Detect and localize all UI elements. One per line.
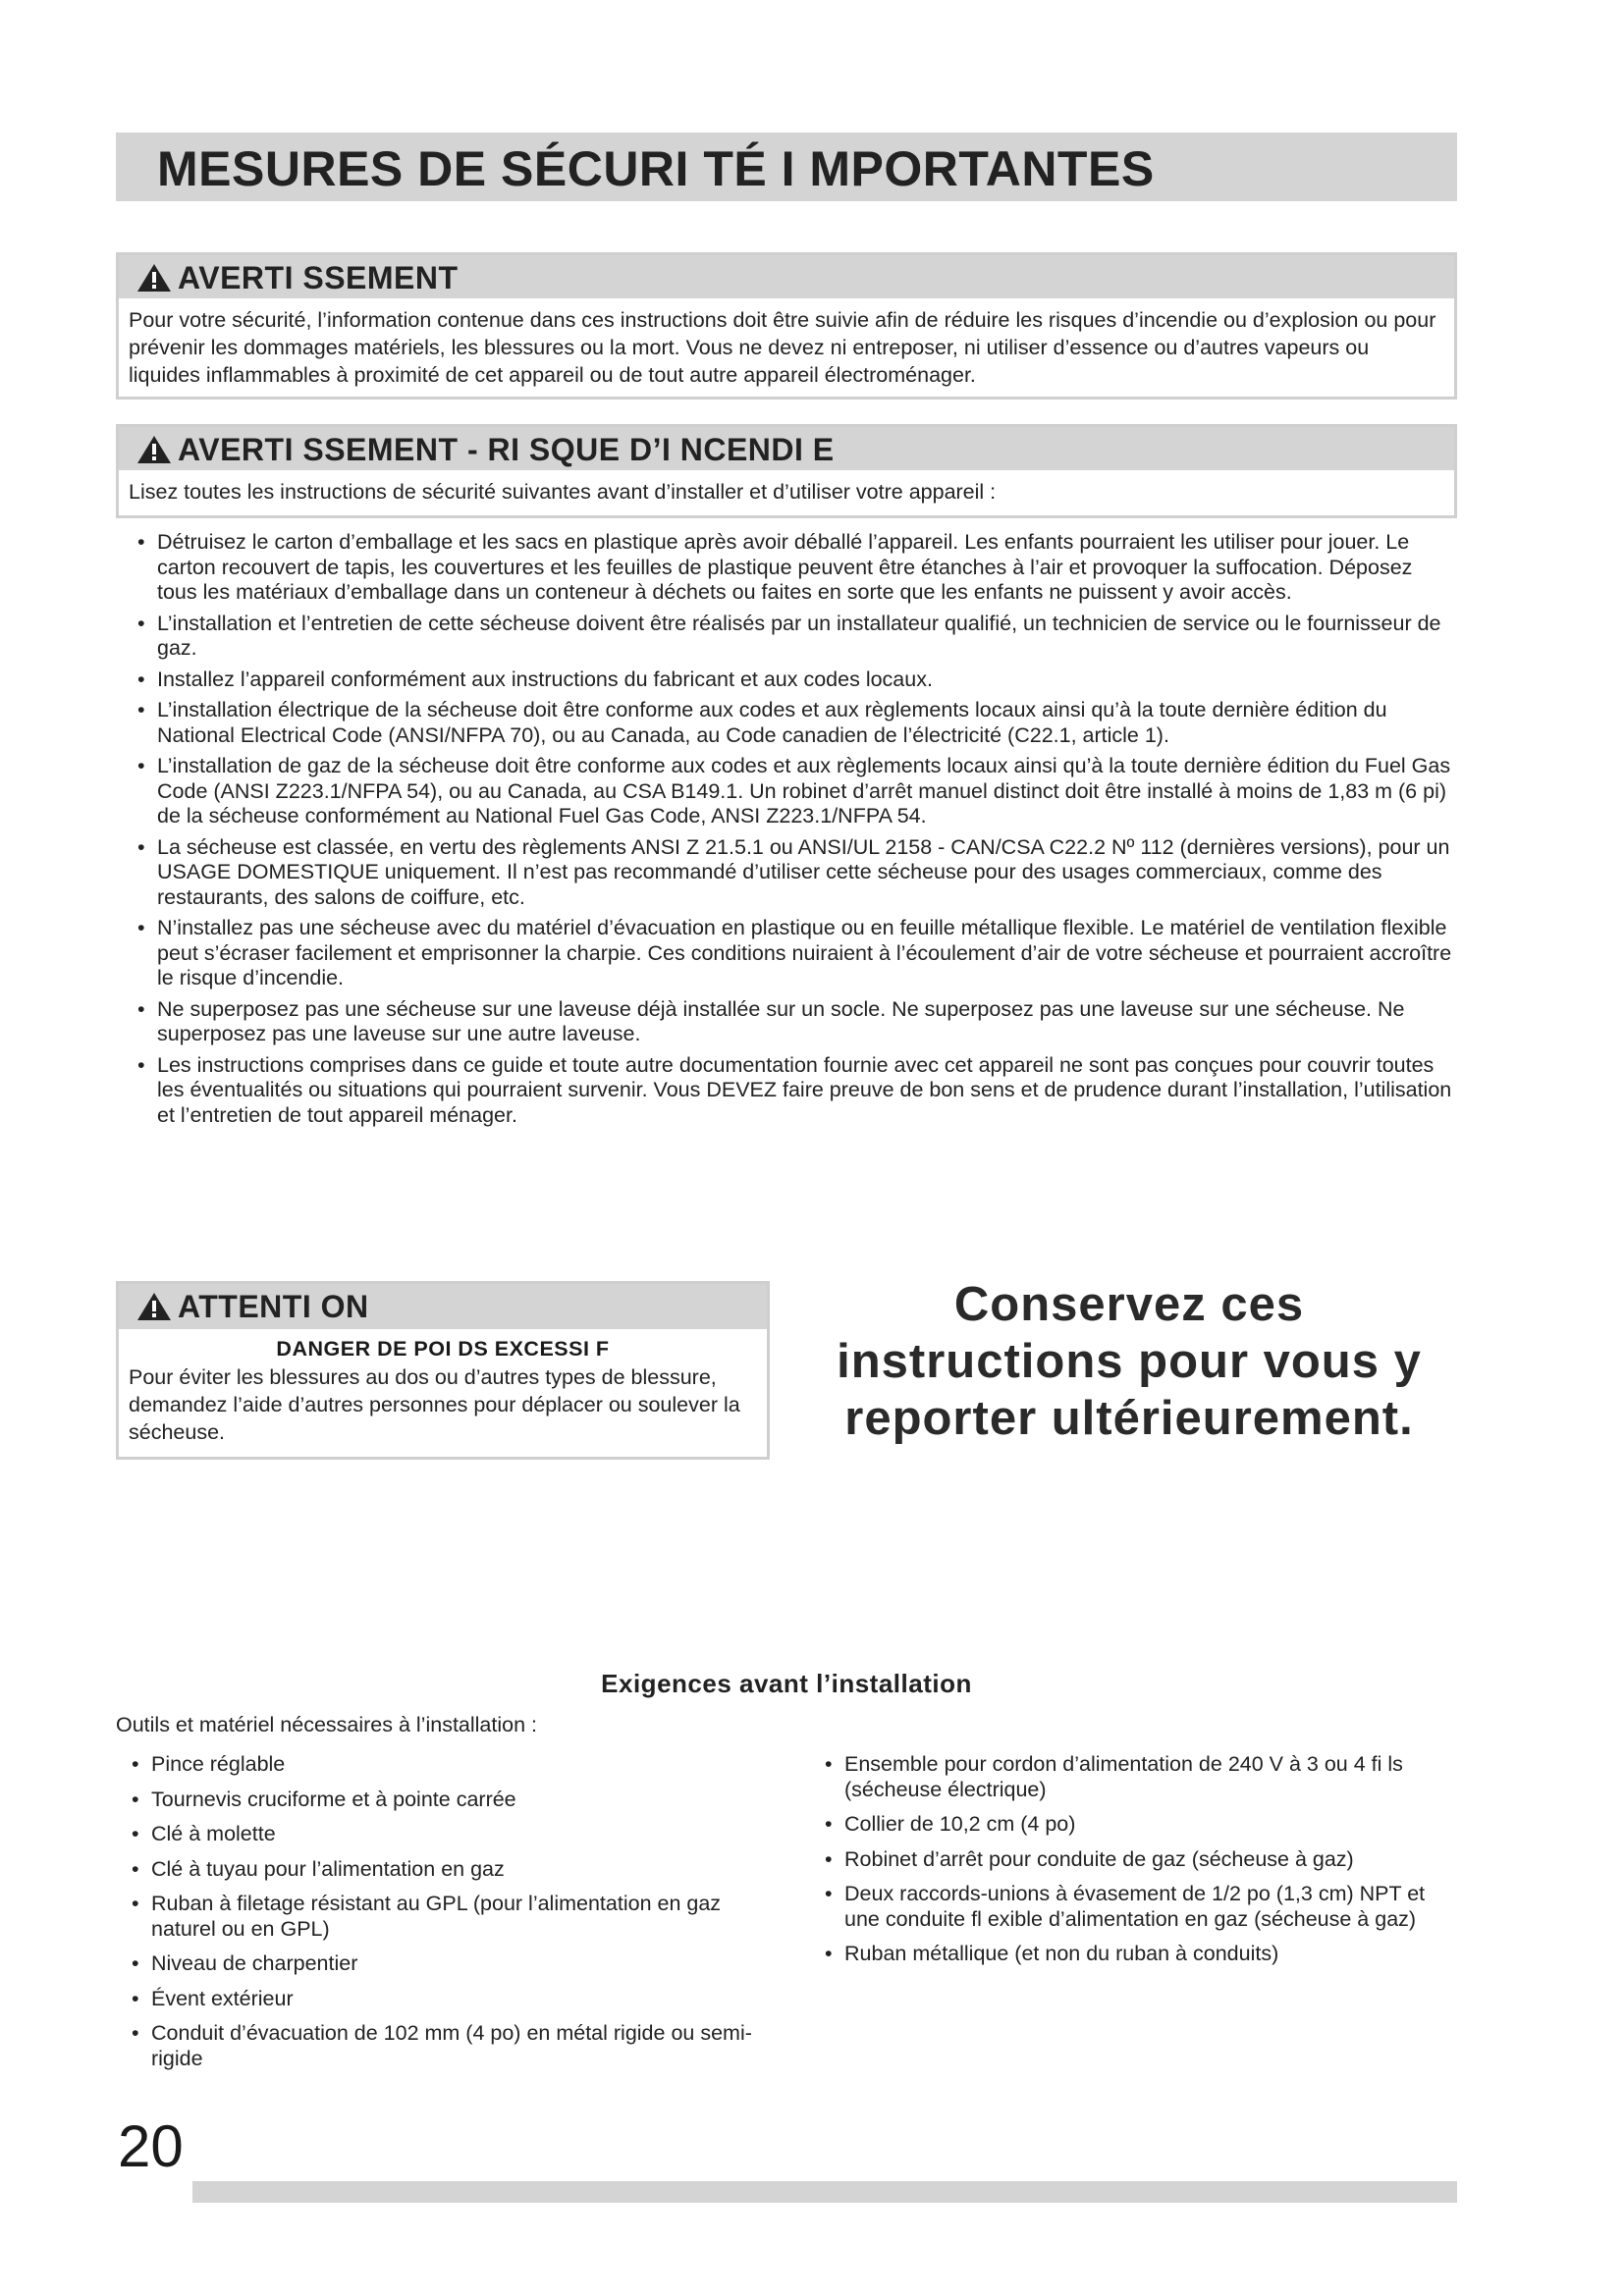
fire-warning-heading: AVERTI SSEMENT - RI SQUE D’I NCENDI E — [178, 432, 835, 467]
list-item: • Les instructions comprises dans ce guide et toute autre documentation fournie avec cet appareil ne sont pas conçues pour couvrir toutes les éventualités ou situations qui pourraient survenir. Vous DEVEZ faire preuve de bon sens et de prudence durant l’installation, l’utilisation et l’entretien de tout appareil ménager. — [134, 1053, 1453, 1129]
warning-box — [116, 252, 1457, 400]
attention-subheading: DANGER DE POI DS EXCESSI F — [276, 1337, 610, 1361]
tools-list-left — [128, 1752, 756, 2081]
attention-heading: ATTENTI ON — [178, 1289, 369, 1324]
warning-triangle-icon — [136, 435, 172, 464]
warning-heading: AVERTI SSEMENT — [178, 260, 459, 295]
list-item: • Ne superposez pas une sécheuse sur une laveuse déjà installée sur un socle. Ne superposez pas une laveuse sur une sécheuse. Ne superposez pas une laveuse sur une autre laveuse. — [134, 997, 1453, 1047]
list-item: • N’installez pas une sécheuse avec du matériel d’évacuation en plastique ou en feuille métallique flexible. Le matériel de ventilation flexible peut s’écraser facilement et emprisonner la charpie. Ces conditions nuiraient à l’écoulement d’air de votre sécheuse et pourraient accroître le risque d’incendie. — [134, 916, 1453, 991]
list-item: • L’installation et l’entretien de cette sécheuse doivent être réalisés par un installateur qualifié, un technicien de service ou le fournisseur de gaz. — [134, 612, 1453, 662]
warning-header — [119, 255, 1454, 298]
warning-triangle-icon — [136, 263, 172, 293]
page-title: MESURES DE SÉCURI TÉ I MPORTANTES — [157, 141, 1155, 196]
warning-triangle-icon — [136, 1292, 172, 1321]
fire-warning-box — [116, 424, 1457, 518]
requirements-intro: Outils et matériel nécessaires à l’installation : — [116, 1713, 537, 1736]
page-number: 20 — [118, 2113, 184, 2179]
keep-note-line: instructions pour vous y — [837, 1335, 1422, 1388]
keep-instructions-note — [785, 1276, 1473, 1447]
list-item: • Tournevis cruciforme et à pointe carrée — [128, 1788, 756, 1813]
list-item: • Pince réglable — [128, 1752, 756, 1778]
list-item: • Évent extérieur — [128, 1987, 756, 2012]
page-title-bar — [116, 133, 1457, 201]
list-item: • L’installation de gaz de la sécheuse doit être conforme aux codes et aux règlements locaux ainsi qu’à la toute dernière édition du Fuel Gas Code (ANSI Z223.1/NFPA 54), ou au Canada, au CSA B149.1. Un robinet d’arrêt manuel distinct doit être installé à moins de 1,83 m (6 pi) de la sécheuse conformément au National Fuel Gas Code, ANSI Z223.1/NFPA 54. — [134, 754, 1453, 829]
list-item: • Détruisez le carton d’emballage et les sacs en plastique après avoir déballé l’appareil. Les enfants pourraient les utiliser pour jouer. Le carton recouvert de tapis, les couvertures et les feuilles de plastique peuvent être étanches à l’air et provoquer la suffocation. Déposez tous les matériaux d’emballage dans un conteneur à déchets ou faites en sorte que les enfants ne puissent y avoir accès. — [134, 530, 1453, 606]
fire-warning-header — [119, 427, 1454, 470]
footer-bar — [192, 2181, 1457, 2203]
list-item: • Clé à molette — [128, 1822, 756, 1847]
list-item: • Niveau de charpentier — [128, 1951, 756, 1977]
keep-note-line: reporter ultérieurement. — [844, 1392, 1414, 1445]
warning-text: Pour votre sécurité, l’information contenue dans ces instructions doit être suivie afin de réduire les risques d’incendie ou d’explosion ou pour prévenir les dommages matériels, les blessures ou la mort. Vous ne devez ni entreposer, ni utiliser d’essence ou d’autres vapeurs ou liquides inflammables à proximité de cet appareil ou de tout autre appareil électroménager. — [129, 308, 1436, 387]
requirements-heading: Exigences avant l’installation — [601, 1669, 972, 1698]
list-item: • Robinet d’arrêt pour conduite de gaz (sécheuse à gaz) — [821, 1847, 1449, 1873]
list-item: • L’installation électrique de la sécheuse doit être conforme aux codes et aux règlements locaux ainsi qu’à la toute dernière édition du National Electrical Code (ANSI/NFPA 70), ou au Canada, au Code canadien de l’électricité (C22.1, article 1). — [134, 698, 1453, 748]
list-item: • La sécheuse est classée, en vertu des règlements ANSI Z 21.5.1 ou ANSI/UL 2158 - CAN/CSA C22.2 Nº 112 (dernières versions), pour un USAGE DOMESTIQUE uniquement. Il n’est pas recommandé d’utiliser cette sécheuse pour des usages commerciaux, comme des restaurants, des salons de coiffure, etc. — [134, 835, 1453, 911]
list-item: • Clé à tuyau pour l’alimentation en gaz — [128, 1857, 756, 1883]
list-item: • Ensemble pour cordon d’alimentation de 240 V à 3 ou 4 fi ls (sécheuse électrique) — [821, 1752, 1449, 1802]
list-item: • Collier de 10,2 cm (4 po) — [821, 1812, 1449, 1838]
keep-note-line: Conservez ces — [953, 1278, 1305, 1331]
fire-warning-text: Lisez toutes les instructions de sécurité suivantes avant d’installer et d’utiliser votre appareil : — [129, 480, 997, 504]
list-item: • Installez l’appareil conformément aux instructions du fabricant et aux codes locaux. — [134, 667, 1453, 693]
list-item: • Deux raccords-unions à évasement de 1/2 po (1,3 cm) NPT et une conduite fl exible d’alimentation en gaz (sécheuse à gaz) — [821, 1882, 1449, 1932]
list-item: • Ruban métallique (et non du ruban à conduits) — [821, 1942, 1449, 1967]
tools-list-right — [821, 1752, 1449, 1977]
attention-box — [116, 1281, 770, 1460]
attention-text: Pour éviter les blessures au dos ou d’autres types de blessure, demandez l’aide d’autres personnes pour déplacer ou soulever la sécheuse. — [129, 1365, 740, 1444]
list-item: • Ruban à filetage résistant au GPL (pour l’alimentation en gaz naturel ou en GPL) — [128, 1892, 756, 1942]
fire-safety-list — [134, 530, 1453, 1134]
list-item: • Conduit d’évacuation de 102 mm (4 po) en métal rigide ou semi-rigide — [128, 2021, 756, 2071]
attention-header — [119, 1284, 767, 1329]
